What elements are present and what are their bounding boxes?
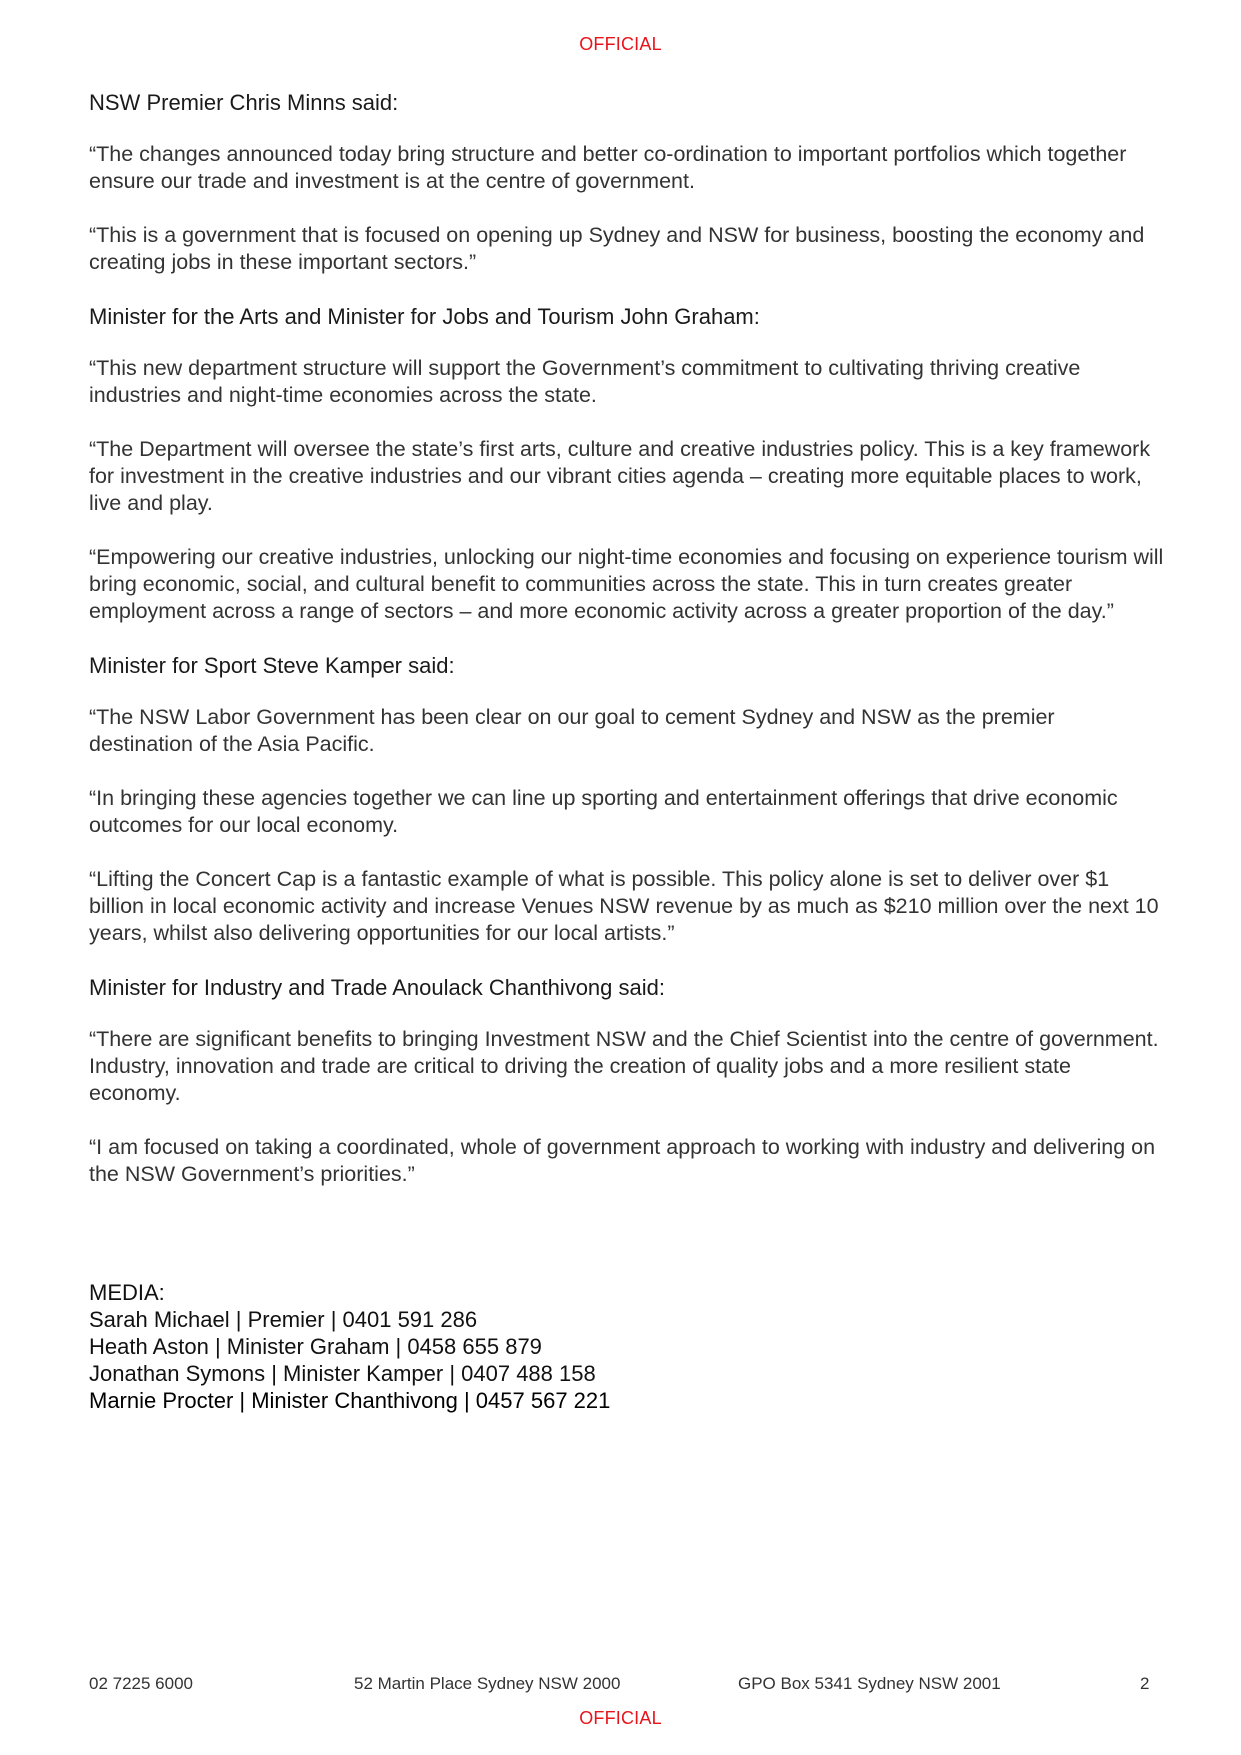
statement-paragraph: “The Department will oversee the state’s first arts, culture and creative industries policy. This is a key framework for investment in the creative industries and our vibrant cities agenda – creating more equitable places to work, live and play. bbox=[89, 437, 1151, 515]
statement-heading: Minister for Sport Steve Kamper said: bbox=[89, 653, 455, 678]
statement-paragraph: “There are significant benefits to bringing Investment NSW and the Chief Scientist into the centre of government. Industry, innovation and trade are critical to driving the creation of quality jobs and a more resilient state economy. bbox=[89, 1027, 1159, 1105]
page-number: 2 bbox=[1140, 1674, 1150, 1693]
statement-paragraph: “This is a government that is focused on opening up Sydney and NSW for business, boosting the economy and creating jobs in these important sectors.” bbox=[89, 223, 1145, 274]
statement-heading: Minister for Industry and Trade Anoulack Chanthivong said: bbox=[89, 975, 665, 1000]
classification-label-top: OFFICIAL bbox=[579, 34, 662, 54]
media-contact-line: Marnie Procter | Minister Chanthivong | 0457 567 221 bbox=[89, 1388, 611, 1413]
media-contact-line: Jonathan Symons | Minister Kamper | 0407 488 158 bbox=[89, 1361, 596, 1386]
footer-phone: 02 7225 6000 bbox=[89, 1674, 193, 1693]
media-contact-line: Sarah Michael | Premier | 0401 591 286 bbox=[89, 1307, 478, 1332]
statement-paragraph: “In bringing these agencies together we can line up sporting and entertainment offerings that drive economic outcomes for our local economy. bbox=[89, 786, 1118, 837]
statement-arts-minister bbox=[89, 303, 1164, 625]
footer-address: 52 Martin Place Sydney NSW 2000 bbox=[354, 1674, 621, 1693]
media-contacts bbox=[89, 1279, 989, 1414]
classification-label-bottom: OFFICIAL bbox=[579, 1708, 662, 1728]
statement-heading: NSW Premier Chris Minns said: bbox=[89, 90, 399, 115]
statement-heading: Minister for the Arts and Minister for Jobs and Tourism John Graham: bbox=[89, 304, 760, 329]
statement-paragraph: “The NSW Labor Government has been clear on our goal to cement Sydney and NSW as the premier destination of the Asia Pacific. bbox=[89, 705, 1055, 756]
statement-paragraph: “Empowering our creative industries, unlocking our night-time economies and focusing on experience tourism will bring economic, social, and cultural benefit to communities across the state. This in turn creates greater employment across a range of sectors – and more economic activity across a greater proportion of the day.” bbox=[89, 545, 1164, 623]
page-footer bbox=[0, 1674, 1241, 1698]
statement-industry-minister bbox=[89, 974, 1164, 1188]
statement-paragraph: “The changes announced today bring structure and better co-ordination to important portfolios which together ensure our trade and investment is at the centre of government. bbox=[89, 142, 1127, 193]
statement-paragraph: “I am focused on taking a coordinated, whole of government approach to working with industry and delivering on the NSW Government’s priorities.” bbox=[89, 1135, 1156, 1186]
statement-premier bbox=[89, 89, 1164, 276]
footer-postal-address: GPO Box 5341 Sydney NSW 2001 bbox=[738, 1674, 1001, 1693]
statement-sport-minister bbox=[89, 652, 1164, 947]
statement-paragraph: “Lifting the Concert Cap is a fantastic example of what is possible. This policy alone is set to deliver over $1 billion in local economic activity and increase Venues NSW revenue by as much as $210 million over the next 10 years, whilst also delivering opportunities for our local artists.” bbox=[89, 867, 1159, 945]
statement-paragraph: “This new department structure will support the Government’s commitment to cultivating thriving creative industries and night-time economies across the state. bbox=[89, 356, 1081, 407]
press-release-body bbox=[89, 89, 1164, 1215]
media-title: MEDIA: bbox=[89, 1280, 165, 1305]
media-contact-line: Heath Aston | Minister Graham | 0458 655 879 bbox=[89, 1334, 542, 1359]
